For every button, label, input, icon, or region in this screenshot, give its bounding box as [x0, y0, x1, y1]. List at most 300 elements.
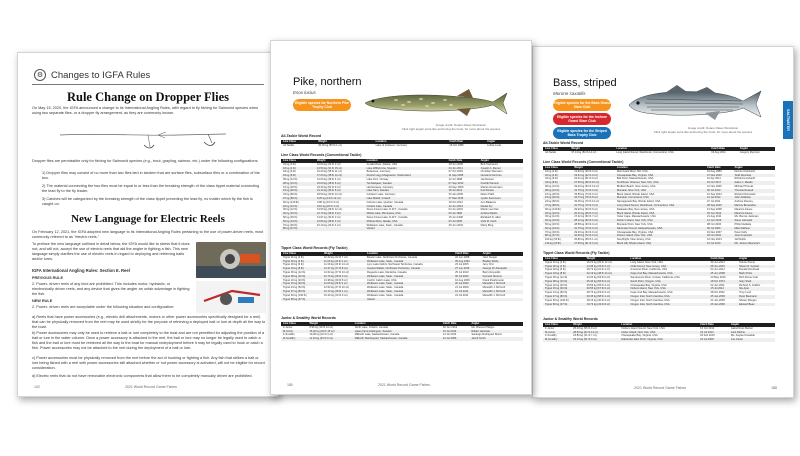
table-cell: 10 kg (20 lb) — [283, 185, 298, 189]
table-cell: Fishers Island, New York, USA — [628, 287, 708, 291]
table-cell: Amalia River, Alaska, USA — [366, 162, 398, 166]
table-cell: 20 kg (10 lb) — [543, 212, 572, 216]
table-cell: Peter Kelly — [734, 230, 748, 234]
table-cell: 33.56 kg (74 lb 0 oz) — [574, 192, 598, 196]
table-cell: Marty Berg — [480, 223, 494, 227]
table-cell: 28 Sep 2015 — [705, 204, 732, 208]
page-footer — [34, 385, 262, 389]
table-cell: Steve Garneski — [732, 219, 775, 223]
table-cell: Lynx Lake Nahini, Northwest Territories, Canada — [367, 263, 423, 267]
table-cell: 21.00 kg (46 lb 4 oz) — [316, 177, 341, 181]
table-cell: Block Hill, Rhode Island, USA — [615, 242, 705, 246]
table-cell: 24 Jun 2011 — [447, 167, 479, 171]
table-cell: 11.60 kg (25 lb 9 oz) — [322, 282, 365, 286]
table-cell: Long Island Sound, Westbrook, Connecticut, USA — [615, 204, 705, 208]
table-cell: 18.72 kg (41 lb 4 oz) — [586, 268, 611, 272]
reel-diagram — [196, 281, 266, 313]
table-cell: 8.96 kg (19 lb 12 oz) — [309, 325, 334, 329]
table-cell: 12.62 kg (27 lb 13 oz) — [323, 270, 350, 274]
table-cell: 31.75 kg (70 lb 0 oz) — [572, 189, 615, 193]
table-cell: 02 kg (4 lb) — [281, 167, 315, 171]
publication-title: 2021 World Record Game Fishes — [124, 385, 177, 389]
section-e-heading: IGFA International Angling Rules: Section E. Reel — [32, 268, 130, 273]
dropper-intro: On May 15, 2020, the IGFA announced a change to its International Angling Rules, with regard to fly fishing for Salmonid species when using two separate flies, or a dropper fly arrangement, as they are commonly known. — [32, 106, 259, 115]
table-cell: 130 kg (60 lb) — [543, 242, 572, 246]
rule-item-1: 1) Dropper flies may consist of no more than two flies tied in tandem that are surface flies, subsurface flies or a combination of the two. — [42, 171, 260, 180]
image-credit: Image credit: Duane Raver Illustration — [435, 123, 487, 127]
table-cell: 01 kg (2 lb) — [545, 169, 558, 173]
table-cell: Manko Grossmann — [480, 185, 503, 189]
table-cell: Fisher's Island, New York, USA — [615, 219, 705, 223]
table-cell: 23 May 2016 — [710, 275, 726, 279]
table-cell: 32.65 kg (72 lb 0 oz) — [572, 234, 615, 238]
table-cell: Lake Mikelli, Finland — [365, 197, 447, 201]
dropper-fly-diagram — [58, 123, 228, 157]
table-cell: 23.41 kg (51 lb 9 oz) — [574, 177, 598, 181]
table-cell: 16 Oct 1986 — [449, 143, 464, 147]
table-cell: 18.80 kg (41 lb 7 oz) — [573, 334, 597, 338]
table-cell: Gilmore Lake, Quebec, Canada — [366, 200, 404, 204]
table-cell: 27.42 kg (60 lb 7 oz) — [574, 215, 598, 219]
table-cell: 27 Jul 2011 — [706, 200, 721, 204]
table-cell: 25 Jul 2010 — [455, 270, 469, 274]
table-cell: 15 kg (30 lb) — [543, 196, 572, 200]
table-cell: 27 Dec 2012 — [705, 174, 732, 178]
page-changes-to-igfa-rules — [17, 52, 279, 397]
table-cell: 28.58 kg (63 lb 0 oz) — [574, 222, 598, 226]
table-cell: 14.97 kg (33 lb 0 oz) — [316, 215, 341, 219]
table-cell: Christian Wiemann — [480, 170, 503, 174]
table-cell: 12 Apr 2011 — [706, 177, 721, 181]
table-cell: Jan Roeser — [480, 177, 494, 181]
species-title: Bass, striped — [553, 77, 617, 89]
table-cell: Tippet 01 kg (2 lb) — [283, 255, 304, 259]
table-cell: 25.40 kg (56 lb 0 oz) — [573, 326, 597, 330]
table-cell: 04 Feb 2015 — [700, 334, 715, 338]
table-cell: 12.80 kg (28 lb 3 oz) — [315, 220, 365, 224]
table-cell: Lakes Fjord Gattingern, Sweden — [353, 330, 441, 334]
table-row — [281, 201, 523, 205]
table-cell: Bell Point, Massachusetts, USA — [616, 177, 654, 181]
table-cell: 33.45 kg (73 lb 12 oz) — [574, 200, 600, 204]
table-cell: Stone Forest Lake, N.W.T., Canada — [366, 208, 408, 212]
image-credit: Image credit: Duane Raver Illustration — [687, 126, 739, 130]
table-cell: Jerry Frid — [482, 263, 494, 267]
table-cell: Ano Balaenis — [480, 200, 496, 204]
table-cell: 18 Oct 1974 — [709, 280, 738, 284]
tippet-class-heading: Tippet Class World Records (Fly Tackle) — [543, 251, 610, 255]
image-hint: Click right angle/ point-like anchoring the hook, for more about the species — [653, 130, 753, 134]
table-cell: 70 kg (30 lb) — [545, 230, 560, 234]
table-cell: 24 kg (50 lb) — [545, 200, 560, 204]
table-cell: Delaware Bay, New Jersey, USA — [616, 207, 655, 211]
table-cell: 27 Jun 2015 — [453, 267, 480, 271]
table-cell: 19.31 kg (42 lb 9 oz) — [572, 174, 615, 178]
tippet-class-heading: Tippet Class World Records (Fly Tackle) — [281, 246, 348, 250]
table-cell: Tippet 03 kg (6 lb) — [545, 268, 566, 272]
table-cell: Mike Mathew — [732, 227, 775, 231]
table-cell: Rich Rome Cole — [739, 275, 758, 279]
table-cell: Block Island, Rhode Island, USA — [615, 212, 705, 216]
table-cell: M-Junior — [281, 330, 307, 334]
publication-title: 2021 World Record Game Fishes — [377, 383, 430, 387]
table-row — [281, 144, 523, 148]
table-cell: Tippet 60 kg (130 lb) — [545, 298, 569, 302]
table-cell: Tippet 15 kg (30 lb) — [281, 282, 322, 286]
table-cell: 21.10 kg (46 lb 8 oz) — [315, 189, 365, 193]
table-cell: 29.20 kg (64 lb 6 oz) — [574, 207, 598, 211]
page-bass-striped — [532, 46, 794, 398]
publication-title: 2021 World Record Game Fishes — [634, 386, 687, 390]
table-row — [281, 224, 523, 228]
table-cell: Thomas Russell — [732, 189, 775, 193]
table-cell: 28.50 kg (62 lb 13 oz) — [571, 331, 619, 335]
inshore-slam-pill[interactable]: Eligible species for the Inshore Grand Slam Club — [553, 113, 611, 125]
dropper-lead: Dropper flies are permissible only for fishing for Salmonid species (e.g., trout, grayling, salmon, etc.) under the following configurations: — [32, 159, 259, 163]
table-cell: 11.30 kg (24 lb 14 oz) — [323, 263, 349, 267]
table-cell: 04 Jun 2014 — [710, 268, 725, 272]
table-cell: 06 Jul 1990 — [447, 212, 479, 216]
table-cell: 10.20 kg (22 lb 7 oz) — [323, 255, 348, 259]
junior-heading: Junior & Smallfry World Records — [543, 317, 598, 321]
table-cell: 15 Oct 2017 — [705, 181, 732, 185]
table-cell: Joseph A. Ziemer — [479, 167, 523, 171]
table-cell: 03 Jul 2005 — [447, 220, 479, 224]
table-cell: 22.00 kg (48 lb 8 oz) — [315, 182, 365, 186]
junior-heading: Junior & Smallfry World Records — [281, 316, 336, 320]
table-cell: 12.47 kg (27 lb 8 oz) — [322, 267, 365, 271]
table-cell: 16 Jul 2014 — [441, 330, 469, 334]
table-cell: 12 Jul 2011 — [453, 290, 480, 294]
table-cell: 18 Oct 2012 — [448, 200, 463, 204]
trophy-club-pill[interactable]: Eligible species for Northern Pike Trophy Club — [293, 99, 351, 111]
table-cell: Montauk, New York, USA — [615, 189, 705, 193]
table-cell: 40 kg (16 lb) — [281, 212, 315, 216]
table-cell: Wollaston Lake, Sask., Canada — [367, 286, 404, 290]
table-cell: Ontario Lake, Canada — [365, 205, 447, 209]
table-cell: Giovanni Fenzinio — [479, 174, 523, 178]
table-row — [281, 298, 523, 302]
table-row — [543, 227, 775, 231]
table-cell: Birdfeet Beach, New Jersey, USA — [616, 184, 656, 188]
table-cell: Gary Shell — [737, 280, 775, 284]
table-cell: Richard S. Grabitz — [739, 283, 761, 287]
table-cell: Chesapeake Bay, Virginia, USA — [630, 283, 667, 287]
table-cell: Edward Bean — [737, 303, 775, 307]
table-cell: Richard Ostrowski — [734, 192, 756, 196]
table-cell: 18.16 kg (40 lb 0 oz) — [586, 298, 611, 302]
table-cell: Dieter Pfahl — [480, 193, 495, 197]
table-cell: 37.14 kg (81 lb 14 oz) — [571, 150, 597, 154]
table-cell: Tippet 37 kg (80 lb) — [543, 295, 585, 299]
table-cell: Lake Kinn, Norway — [366, 177, 389, 181]
table-cell: 04 kg (8 lb) — [543, 181, 572, 185]
table-cell: Tippet 02 kg (4 lb) — [543, 265, 585, 269]
table-cell: 60 kg (130 lb) — [545, 207, 561, 211]
page-header — [34, 69, 150, 81]
table-cell: 21 Aug 2011 — [706, 215, 722, 219]
table-cell: 26.80 kg (59 lb 1 oz) — [574, 238, 598, 242]
table-cell: Fisher Island, New York, USA — [619, 331, 698, 335]
table-cell: Harnstussee, Germany — [366, 185, 394, 189]
table-cell: Ridder Harvolek — [469, 330, 523, 334]
table-cell: F-Junior — [545, 326, 555, 330]
table-cell: Smithtown Channel, New York, USA — [615, 181, 705, 185]
rule-line-b: b) Power accessories may only be used to retrieve a bait or lure completely to the boat and are not permitted for adjusting the position of a bait or lure in the water column. Once a power accessory is attached to the reel, the bait or lure may no longer be legally used to catch a fish and the bait or lure must be retrieved all the way to the boat for manual redeployment before it may be legally used to hook or catch a fish. Power accessories may not be attached to the reel during the deployment of a bait or lure. — [32, 331, 265, 350]
table-cell: Nantucket Sound, Massachusetts, USA — [615, 227, 705, 231]
table-cell: 18 Jul 2014 — [447, 189, 479, 193]
table-cell: 04 Jun 2001 — [448, 208, 463, 212]
saltwater-side-tab[interactable]: SALTWATER — [783, 101, 793, 139]
scientific-name: Esox lucius — [293, 90, 316, 95]
table-cell: 15 Jun 1996 — [448, 215, 463, 219]
table-cell: 10.43 kg (23 lb 0 oz) — [323, 293, 348, 297]
table-cell: Outer Cape, Massachusetts, USA — [616, 215, 656, 219]
table-cell: M-Smallfry — [543, 338, 571, 342]
table-cell: 17.60 kg (38 lb 12 oz) — [315, 174, 365, 178]
table-cell: 12.70 kg (28 lb 0 oz) — [322, 275, 365, 279]
table-cell: 31.75 kg (70 lb 0 oz) — [572, 204, 615, 208]
table-cell: 70 kg (30 lb) — [283, 223, 298, 227]
table-cell: 24 kg (50 lb) — [283, 193, 298, 197]
table-cell: 29.03 kg (64 lb 0 oz) — [574, 230, 598, 234]
table-cell: 20.41 kg (45 lb 0 oz) — [572, 212, 615, 216]
table-cell: Vacant — [365, 227, 447, 231]
table-cell: Oregon Inlet, North Carolina, USA — [628, 295, 708, 299]
table-cell: M-Junior — [543, 331, 571, 335]
table-cell: 24 Jul 2011 — [455, 293, 469, 297]
table-cell: 12.70 kg (28 lb 0 oz) — [315, 212, 365, 216]
line-class-table: Line Class Weight Location Catch Date Angler 01 kg (2 lb) 10.50 kg (23 lb 2 oz) Amalia River, Alaska, USA 18 Jun 2000 Bob Townsend 02 kg (4 lb) 14.50 kg (31 lb 15 oz) Lake Wilhelmina, Sweden 24 Jun 2011 Joseph A. Ziemer 03 kg (6 lb) 16.20 kg (35 lb 11 oz) Bodensee, Germany 07 Oct 2003 Christian Wiemann 04 kg (8 lb) 17.60 kg (38 lb 12 oz) Ruohio Lagg Shagewoon, Switzerland 11 Sep 2008 Giovanni Fenzinio 06 kg (12 lb) 21.00 kg (46 lb 4 oz) Lake Kinn, Norway 12 Jul 1998 Jan Roeser 08 kg (16 lb) 22.00 kg (48 lb 8 oz) Tenhaliojaan, Sweden 07 Sep 2012 Fredrik Parsson 10 kg (20 lb) 23.40 kg (51 lb 9 oz) Harnstussee, Germany 20 Sep 2009 Manko Grossmann 15 kg (30 lb) 21.10 kg (46 lb 8 oz) Lake Sam, Sweden 18 Jul 2014 Karl Dixsee 24 kg (50 lb) 18.50 kg (40 lb 13 oz) Grefeern Lake, Germany 30 Jan 2005 Dieter Pfahl 37 kg (80 lb) 6.25 kg (13 lb 12 oz) Lake Mikelli, Finland 27 Mar 2015 Jyukin Karmonen 60 kg (130 lb) 4.80 kg (10 lb 9 oz) Gilmore Lake, Quebec, Canada 18 Oct 2012 Ano Balaenis 20 kg (10 lb) 9.10 kg (20 lb 1 oz) Ontario Lake, Canada 12 Jun 2014 Daniel Fry 30 kg (12 lb) 13.50 kg (29 lb 12 oz) Stone Forest Lake, N.W.T., Canada 04 Jun 2001 Martin Lee Filer 40 kg (16 lb) 12.70 kg (28 lb 0 oz) Dibble Lake, Minnesota, USA 06 Jul 1990 Andrew Ripkin 50 kg (20 lb) 14.97 kg (33 lb 0 oz) Stone Forest Lake, N.W.T., Canada 15 Jun 1996 Elizabeth D. Allen 60 kg (24 lb) 12.80 kg (28 lb 3 oz) McRue River, Alaska, USA 03 Jul 2005 Vicki M. Keith 70 kg (30 lb) 10.10 kg (22 lb 4 oz) Wollaston Lake, Sask., Canada 25 Jun 2002 Marty Berg 80 kg (37 lb) Vacant — [281, 159, 523, 231]
tippet-class-table: Line Class Weight Location Catch Date Angler Tippet 01 kg (2 lb) 10.20 kg (22 lb 7 oz) Bowen Lake, Northwest Territories, Canada 22 Jun 2008 John Steiger Tippet 02 kg (4 lb) 11.00 kg (24 lb 4 oz) Wollaston Lake, Sask., Canada 05 Aug 1994 Bradley Bolby Tippet 03 kg (6 lb) 11.30 kg (24 lb 14 oz) Lynx Lake Nahini, Northwest Territories, Canada 23 Jul 2005 Jerry Frid Tippet 04 kg (8 lb) 12.47 kg (27 lb 8 oz) Jessica Walker, Northwest Territories, Canada 27 Jun 2015 George W. Alexander Tippet 06 kg (12 lb) 12.62 kg (27 lb 13 oz) Reguette Lake, Manitoba, Canada 25 Jul 2010 Barry Reynolds Tippet 08 kg (16 lb) 12.70 kg (28 lb 0 oz) Wollaston Lake, Sask., Canada 06 Jul 2000 Kenneth Abrams Tippet 10 kg (20 lb) 13.38 kg (29 lb 8 oz) Cochin Cabrin Lake, USA 16 Aug 2006 Frank Pearlsmerei Tippet 15 kg (30 lb) 11.60 kg (25 lb 9 oz) Wollaston Lake, Sask., Canada 20 Jul 2009 Meredith J. McCord Tippet 24 kg (50 lb) 12.53 kg (27 lb 10 oz) Wollaston Lake, Sask., Canada 21 Jul 2009 Meredith J. McCord Tippet 37 kg (80 lb) 12.72 kg (28 lb 1 oz) Wollaston Lake, Sask., Canada 12 Jul 2011 Meredith J. McCord Tippet 60 kg (130 lb) 10.43 kg (23 lb 0 oz) Wollaston Lake, Sask., Canada 24 Jul 2011 Meredith J. McCord Tippet 80 kg (37 lb) Vacant — [281, 252, 523, 301]
table-cell: Block Island, Rhode Island, USA — [616, 192, 655, 196]
table-row — [281, 227, 523, 231]
table-cell: Wollaston Lake, Sask., Canada — [365, 282, 453, 286]
species-title: Pike, northern — [293, 76, 362, 88]
table-cell: 27.05 kg (59 lb 10 oz) — [572, 181, 615, 185]
table-cell: 12 Jun 2014 — [447, 205, 479, 209]
table-cell: Kramer Kemp — [739, 260, 756, 264]
table-cell: Chesapeake Bay, Virginia, USA — [615, 174, 705, 178]
table-cell: 10.00 kg (22 lb 0 oz) — [309, 333, 334, 337]
dropper-flies-title: Rule Change on Dropper Flies — [66, 90, 230, 104]
rule-item-2: 2) The material connecting the two flies must be equal to or less than the breaking strength of the class tippet material connecting the lead fly to the fly leader. — [42, 184, 260, 193]
table-cell: 30.55 kg (67 lb 6 oz) — [585, 287, 629, 291]
table-cell: Tippet 08 kg (16 lb) — [543, 280, 585, 284]
table-cell: Cochin Cabrin Lake, USA — [367, 278, 397, 282]
bass-slam-pill[interactable]: Eligible species for the Bass Grand Slam Club — [553, 99, 611, 111]
table-cell: Wollaston Lake, Sask., Canada — [366, 223, 403, 227]
page-number: 188 — [771, 386, 777, 390]
table-cell: Chesapeake Bay, Virginia, USA — [621, 334, 658, 338]
table-cell: Isabel Ross Barber — [730, 326, 753, 330]
table-cell: Wollaston Lake, Sask., Canada — [365, 275, 453, 279]
table-cell: Orilla Sound, New Jersey, USA — [628, 265, 708, 269]
table-cell: 12 Sep 2014 — [706, 192, 722, 196]
table-cell: Lothar Louis — [487, 143, 502, 147]
striped-bass-illustration — [625, 83, 765, 123]
table-cell: Oregon Inlet, North Carolina, USA — [628, 303, 708, 307]
divider — [32, 84, 264, 85]
table-cell: Fishers Island Sound, New York, USA — [621, 326, 665, 330]
rule-line-a: a) Reels that have power accessories (e.g., electric drill attachments, motors or other power accessories specifically designed for a reel) that can be physically removed from the reel may be used strictly for the purpose of retrieving a deployed bait or lure at depth all the way to the boat. — [32, 315, 266, 329]
table-cell: Andrew Rooney — [734, 200, 753, 204]
table-cell: Lake Wilhelmina, Sweden — [365, 167, 447, 171]
table-cell: Chesapeake Bay, Virginia, USA — [616, 230, 654, 234]
table-cell: 9.10 kg (20 lb 1 oz) — [315, 205, 365, 209]
table-cell: 10 kg (20 lb) — [545, 192, 560, 196]
table-cell: Tippet 01 kg (2 lb) — [545, 260, 566, 264]
table-cell: Ms. Bonnie Jackman — [734, 215, 759, 219]
striped-bass-trophy-pill[interactable]: Eligible species for the Striped Bass Trophy Club — [553, 127, 611, 139]
table-cell: Ms. Kaylee Kowalski — [730, 334, 755, 338]
rule-line-d: d) Electric reels that do not have removable electronic components that allow them to be completely manually driven are prohibited. — [32, 374, 253, 378]
table-row — [281, 337, 523, 341]
table-cell: All-Tackle — [545, 150, 557, 154]
table-cell: 30 kg (12 lb) — [283, 208, 298, 212]
electric-reels-title: New Language for Electric Reels — [71, 213, 225, 225]
table-cell: 29.59 kg (65 lb 4 oz) — [586, 283, 611, 287]
table-cell: Marcos Benavides — [732, 204, 775, 208]
table-cell: 12.72 kg (28 lb 1 oz) — [322, 290, 365, 294]
table-cell: Donald Hornbeak — [739, 268, 760, 272]
table-cell: Ms. Breona Philipps — [471, 325, 495, 329]
table-cell: Sacramento River, Colusa, California, USA — [630, 275, 680, 279]
table-cell: 15 kg (30 lb) — [281, 189, 315, 193]
table-cell: 80 kg (37 lb) — [281, 227, 315, 231]
table-cell — [481, 298, 523, 302]
table-cell: Jyukin Karmonen — [479, 197, 523, 201]
table-cell: 15 Jul 2012 — [709, 287, 738, 291]
table-row — [543, 338, 775, 342]
table-cell: 100 kg (50 lb) — [545, 238, 561, 242]
table-cell: South Point, Oregon, USA — [628, 280, 708, 284]
previous-rule-label: PREVIOUS RULE — [32, 276, 64, 280]
table-cell: Ms. Janice Mauceriell — [732, 242, 775, 246]
table-cell: Dennis Chartrand — [734, 169, 755, 173]
igfa-logo-icon: ⚙ — [34, 69, 46, 81]
table-cell: 08 Oct 2002 — [710, 291, 725, 295]
table-cell: Meredith J. McCord — [481, 282, 523, 286]
table-cell: Long Island Sound, Westbrook, Connecticut, USA — [616, 150, 674, 154]
table-cell: Fredrik Parsson — [479, 182, 523, 186]
table-cell: 19 Aug 1989 — [706, 169, 722, 173]
table-cell: Shawn Morgan — [739, 298, 757, 302]
table-cell: Grefeern Lake, Germany — [366, 193, 396, 197]
table-cell: Milliceth Lake, Saskatchewan, Canada — [354, 333, 400, 337]
table-cell: F-Smallfry — [283, 333, 295, 337]
table-cell: Meredith J. McCord — [482, 293, 506, 297]
table-cell: 08 Jun 2015 — [709, 265, 738, 269]
table-cell: Mauricio Kaune — [734, 207, 753, 211]
table-cell: Fishers Island, New York, USA — [615, 234, 705, 238]
table-cell: 10.10 kg (22 lb 4 oz) — [316, 223, 341, 227]
table-cell: Adam J. Meade — [732, 181, 775, 185]
table-cell: 09 Jul 2009 — [705, 227, 732, 231]
table-cell: Stone Forest Lake, N.W.T., Canada — [366, 215, 408, 219]
table-header-row: Line Class Weight Location Catch Date Angler — [281, 140, 523, 144]
table-cell: 02 Jun 2012 — [442, 325, 458, 329]
table-cell: 24 Jul 2008 — [698, 338, 729, 342]
new-rule-text: 2. Power- driven reels are acceptable under the following situation and configuration: — [32, 305, 175, 309]
page-footer — [549, 386, 777, 390]
table-cell: George W. Alexander — [481, 267, 523, 271]
table-cell: Bodensee, Germany — [366, 170, 391, 174]
table-cell: Meredith J. McCord — [482, 286, 506, 290]
table-cell: Cape Cod Bay, Massachusetts, USA — [628, 272, 708, 276]
table-cell: Tippet 04 kg (8 lb) — [543, 272, 585, 276]
all-tackle-table — [281, 140, 523, 148]
page-number: 102 — [34, 385, 40, 389]
table-cell: Tippet 10 kg (20 lb) — [283, 278, 306, 282]
table-cell: 13.60 kg (30 lb 0 oz) — [574, 169, 598, 173]
table-cell: All-Tackle — [283, 143, 295, 147]
table-cell: 23.13 kg (51 lb 0 oz) — [571, 338, 619, 342]
table-cell: John Steiger — [482, 255, 498, 259]
junior-table: Line Class Weight Location Catch Date Angler F-Junior 8.96 kg (19 lb 12 oz) North Lake, Ontario, Canada 02 Jun 2012 Ms. Breona Philipps M-Junior 15.40 kg (33 lb 15 oz) Lakes Fjord Gattingern, Sweden 16 Jul 2014 Ridder Harvolek F-Smallfry 10.00 kg (22 lb 0 oz) Milliceth Lake, Saskatchewan, Canada 14 Jul 2014 Santiago Rodriguez Muniz M-Smallfry 11.34 kg (25 lb 0 oz) Milliceth Manhaywell, Saskatchewan, Canada 21 Jul 2006 Jacob Smith — [281, 322, 523, 341]
table-cell: 25.00 kg (55 lb 1 oz) — [318, 143, 342, 147]
table-cell: Tenhaliojaan, Sweden — [365, 182, 447, 186]
table-cell: 20 kg (10 lb) — [281, 205, 315, 209]
table-cell: Michael Thomas — [734, 184, 754, 188]
table-cell: Long Island, New York, USA — [630, 260, 663, 264]
table-cell: Montauk, Connecticut, USA — [615, 196, 705, 200]
table-cell: 16 Aug 2006 — [455, 278, 470, 282]
page-number: 180 — [287, 383, 293, 387]
table-cell: Tippet 08 kg (16 lb) — [281, 275, 322, 279]
table-cell: Oregon Inlet, North Carolina, USA — [630, 298, 670, 302]
table-cell: Jose Kopeinick — [732, 234, 775, 238]
table-cell: Bowen Lake, Northwest Territories, Canada — [367, 255, 418, 259]
table-cell: 03 Oct 2010 — [705, 234, 732, 238]
table-cell: Meredith J. McCord — [481, 290, 523, 294]
table-cell: Joe Carter — [729, 338, 775, 342]
page-footer — [287, 383, 515, 387]
table-row — [543, 151, 775, 155]
preface-text: To preface the new language outlined in detail below, the IGFA would like to stress that it does not, and will not, accept the use of electric reels that aid the angler in fighting a fish. This new language simply clarifies the use of electric reels in regard to deploying and retrieving baits and/or lures. — [32, 242, 190, 261]
table-cell: Santiago Rodriguez Muniz — [471, 333, 502, 337]
table-cell: Lake of Grefeern, Germany — [375, 143, 408, 147]
table-cell: Elizabeth D. Allen — [480, 215, 501, 219]
table-cell: 60 kg (24 lb) — [281, 220, 315, 224]
table-cell: 20 Sep 2009 — [448, 185, 464, 189]
table-cell: Wollaston Lake, Sask., Canada — [365, 260, 453, 264]
table-cell: 02 kg (4 lb) — [543, 174, 572, 178]
table-cell: Tippet 15 kg (30 lb) — [543, 287, 585, 291]
table-cell: 11.00 kg (24 lb 4 oz) — [322, 260, 365, 264]
table-cell: 12 Nov 2013 — [706, 238, 722, 242]
tippet-class-table: Line Class Weight Location Catch Date Angler Tippet 01 kg (2 lb) 16.22 kg (35 lb 12 oz) Long Island, New York, USA 30 Jun 2013 Kramer Kemp Tippet 02 kg (4 lb) 14.96 kg (33 lb 0 oz) Orilla Sound, New Jersey, USA 08 Jun 2015 Shaun R. Kessler Tippet 03 kg (6 lb) 18.72 kg (41 lb 4 oz) American River, California, USA 04 Jun 2014 Donald Hornbeak Tippet 04 kg (8 lb) 22.19 kg (48 lb 14 oz) Cape Cod Bay, Massachusetts, USA 25 Jun 2008 Mark Pirolo Tippet 06 kg (12 lb) 24.04 kg (53 lb 0 oz) Sacramento River, Colusa, California, USA 23 May 2016 Rich Rome Cole Tippet 08 kg (16 lb) 25.40 kg (56 lb 0 oz) South Point, Oregon, USA 18 Oct 1974 Gary Shell Tippet 10 kg (20 lb) 29.59 kg (65 lb 4 oz) Chesapeake Bay, Virginia, USA 02 Jan 2011 Richard S. Grabitz Tippet 15 kg (30 lb) 30.55 kg (67 lb 6 oz) Fishers Island, New York, USA 15 Jul 2012 Stu Apte Tippet 24 kg (50 lb) 28.76 kg (63 lb 6 oz) Cape Cod Bay, Massachusetts, USA 08 Oct 2002 Tony Lund Tippet 37 kg (80 lb) 26.35 kg (58 lb 1 oz) Oregon Inlet, North Carolina, USA 25 Jan 2006 Ryan Baumann Tippet 60 kg (130 lb) 18.16 kg (40 lb 0 oz) Oregon Inlet, North Carolina, USA 21 Jan 2005 Shawn Morgan Tippet 80 kg (37 lb) 19.73 kg (43 lb 8 oz) Oregon Inlet, North Carolina, USA 26 Jan 2006 Edward Bean — [543, 257, 775, 306]
table-cell: 07 Oct 2003 — [448, 170, 463, 174]
table-cell: Lake Sam, Sweden — [365, 189, 447, 193]
table-cell: Cape Cod Bay, Massachusetts, USA — [630, 291, 673, 295]
table-cell: Mauricio Kaune — [732, 212, 775, 216]
table-cell: 26 Jan 2006 — [709, 303, 738, 307]
table-cell: 25 Jun 2008 — [709, 272, 738, 276]
table-cell: 02 Jan 2011 — [710, 283, 725, 287]
table-cell: Frank Pearlsmerei — [482, 278, 504, 282]
table-cell: Tippet 24 kg (50 lb) — [283, 286, 306, 290]
table-cell: Tippet 10 kg (20 lb) — [545, 283, 568, 287]
table-cell: 11.34 kg (25 lb 0 oz) — [307, 337, 352, 341]
table-cell: 06 Jul 2000 — [453, 275, 480, 279]
table-cell: Karl Dixsee — [479, 189, 523, 193]
table-row — [543, 303, 775, 307]
table-cell: 40 kg (16 lb) — [543, 219, 572, 223]
page-pike-northern — [270, 40, 532, 395]
table-cell: 60 kg (24 lb) — [543, 227, 572, 231]
table-cell: 13.38 kg (29 lb 8 oz) — [323, 278, 348, 282]
